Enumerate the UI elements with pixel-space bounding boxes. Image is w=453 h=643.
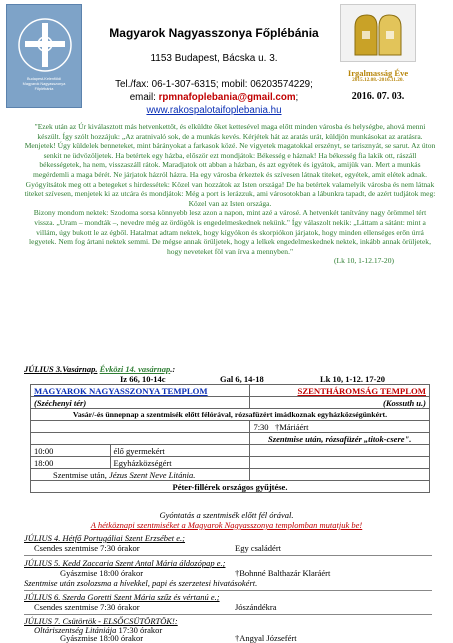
liturgical-season: Évközi 14. vasárnap <box>99 364 171 374</box>
weekday-mass-note: A hétköznapi szentmiséket a Magyarok Nagyasszonya templomban mutatjuk be! <box>90 520 363 530</box>
church1-subtitle: (Széchenyi tér) <box>31 397 250 409</box>
weekday-title: JÚLIUS 6. Szerda Goretti Szent Mária szűz és vértanú e.; <box>24 592 220 602</box>
table-cell <box>250 469 430 481</box>
reading-book: Iz <box>120 374 128 384</box>
rosary-exchange: Szentmise után, rózsafüzér „titok-csere". <box>250 433 430 445</box>
mass-time: 18:00 <box>31 457 111 469</box>
sunday-schedule-table <box>30 384 430 493</box>
litany-name: Jézus Szent Neve Litánia. <box>108 469 196 480</box>
parish-address: 1153 Budapest, Bácska u. 3. <box>150 53 278 64</box>
mass-intention: élő gyermekért <box>110 445 250 457</box>
issue-date: 2016. 07. 03. <box>351 91 405 102</box>
reading-book: Lk <box>320 374 331 384</box>
table-cell <box>31 385 250 397</box>
mass-intention: Jószándékra <box>235 602 277 612</box>
mass-time-text: Csendes szentmise 7:30 órakor <box>34 543 140 553</box>
mercy-year-logo <box>340 4 416 62</box>
parish-title: Magyarok Nagyasszonya Főplébánia <box>109 26 319 40</box>
divider <box>24 590 432 591</box>
table-row <box>31 481 430 493</box>
holy-door-icon <box>349 11 407 57</box>
weekday-title: JÚLIUS 5. Kedd Zaccaria Szent Antal Mária áldozópap e.; <box>24 558 226 568</box>
mass-time: 7:30 <box>253 421 269 432</box>
rosary-notice: Vasár/-és ünnepnap a szentmisék előtt félórával, rózsafüzért imádkoznak egyházközségünkért. <box>31 409 430 421</box>
table-row <box>31 445 430 457</box>
table-cell <box>250 445 430 457</box>
table-row <box>31 469 430 481</box>
table-cell <box>250 421 430 433</box>
weekday-title: JÚLIUS 7. Csütörtök - ELSŐCSÜTÖRTÖK!: <box>24 616 178 626</box>
reading-ref: 10, 1-12. 17-20 <box>332 374 385 384</box>
divider <box>24 614 432 615</box>
weekday-mass <box>34 543 140 553</box>
reading-1 <box>120 374 166 384</box>
reading-2 <box>220 374 264 384</box>
vespers-note: Szentmise után zsolozsma a hívekkel, papi és szerzetesi hivatásokért. <box>24 578 258 588</box>
parish-logo <box>6 4 82 108</box>
church2-title: SZENTHÁROMSÁG TEMPLOM <box>297 385 426 396</box>
season-end: .: <box>170 364 176 374</box>
sunday-date: JÚLIUS 3. <box>24 364 63 374</box>
sunday-day-name: Vasárnap. <box>62 364 98 374</box>
divider <box>24 555 432 556</box>
mercy-year-title: Irgalmasság Éve <box>347 68 409 78</box>
parish-website <box>92 105 336 116</box>
church2-subtitle: (Kossuth u.) <box>250 397 430 409</box>
reading-3 <box>320 374 385 384</box>
table-cell <box>250 457 430 469</box>
email-suffix: ; <box>295 92 299 103</box>
mass-intention: Egyházközségért <box>110 457 250 469</box>
reading-ref: 66, 10-14c <box>129 374 166 384</box>
table-cell <box>31 433 250 445</box>
litany-note <box>31 469 250 481</box>
collection-note: Péter-fillérek országos gyűjtése. <box>31 481 430 493</box>
table-row <box>31 457 430 469</box>
website-link[interactable]: www.rakospalotaifoplebania.hu <box>146 105 282 116</box>
gospel-reference: (Lk 10, 1-12.17-20) <box>334 256 394 266</box>
gospel-paragraph: Bizony mondom nektek: Szodoma sorsa könnyebb lesz azon a napon, mint azé a városé. A hetvenkét tanítvány nagy örömmel tért vissza. „Uram – mondták –, nevedre még az ördögök is engedelmeskednek nekünk." Így válaszolt nekik: „Láttam a sátánt: mint a villám, úgy bukott le az égből. Hatalmat adtam nektek, hogy kígyókon és skorpiókon járjatok, hogy minden ellenséges erőn úrrá legyetek. Nem fog ártani nektek semmi. De mégse annak örüljetek, hogy a lelkek engedelmeskednek nektek, inkább annak örüljetek, hogy neveteket föl van írva a mennyben." <box>29 208 431 256</box>
table-row <box>31 421 430 433</box>
email-address[interactable]: rpmnafoplebania@gmail.com <box>158 92 296 103</box>
parish-email <box>92 92 336 103</box>
gospel-paragraph: "Ezek után az Úr kiválasztott más hetvenkettőt, és elküldte őket kettesével maga előtt minden városba és helységbe, ahová menni készült. Így szólt hozzájuk: „Az aratnivaló sok, de a munkás kevés. Kérjétek hát az aratás urát, küldjön munkásokat az aratásra. Menjetek! Úgy küldelek benneteket, mint bárányokat a farkasok közé. Ne vigyetek magatokkal erszényt, se tarisznyát, se sarut. Az úton senkit ne üdvözöljetek. Ha betértek egy házba, először ezt mondjátok: Békesség e háznak! Ha békesség fia lakik ott, rászáll békességetek, ha nem, visszaszáll rátok. Maradjatok ott abban a házban, és azt egyétek és igyátok, amijük van. Mert a munkás megérdemli a maga bérét. Ne járjatok házról házra. Ha egy városba érkeztek és szívesen látnak titeket, egyétek, amit elétek adnak. Gyógyítsátok meg ott a betegeket s hirdessétek: Közel van hozzátok az Isten országa! De ha betértek valamelyik városba és nem látnak titeket szívesen, menjetek ki az utcára és mondjátok: Még a port is lerázzuk, ami városotokban a lábunkra tapadt, de azért tudjátok meg: Közel van az Isten országa. <box>24 122 436 208</box>
mercy-year-dates: 2015.12.08.-2016.11.20. <box>352 77 404 83</box>
table-row <box>31 409 430 421</box>
mass-time-text: Gyászmise 18:00 órakor <box>60 633 144 643</box>
table-row <box>31 433 430 445</box>
table-cell <box>31 421 250 433</box>
litany-time: 17:30 órakor <box>118 625 163 635</box>
gospel-reading <box>24 122 436 266</box>
email-label: email: <box>129 92 156 103</box>
mass-intention: †Angyal Józsefért <box>235 633 297 643</box>
mass-intention: †Máriáért <box>274 421 309 432</box>
litany-name: Oltáriszentség Litániája <box>34 625 117 635</box>
mass-time-text: Csendes szentmise 7:30 órakor <box>34 602 140 612</box>
cross-emblem-icon <box>17 17 73 73</box>
table-row <box>31 385 430 397</box>
church1-title: MAGYAROK NAGYASSZONYA TEMPLOM <box>34 385 208 396</box>
mass-intention: Egy családért <box>235 543 282 553</box>
weekday-title: JÚLIUS 4. Hétfő Portugáliai Szent Erzsébet e.; <box>24 533 186 543</box>
parish-phone: Tel./fax: 06-1-307-6315; mobil: 06203574229; <box>115 79 313 90</box>
mass-intention: †Bohnné Balthazár Klaráért <box>235 568 331 578</box>
litany-pre: Szentmise után, <box>53 469 109 480</box>
reading-book: Gal <box>220 374 234 384</box>
logo-text: Budapest-Kelenföldi Magyarok Nagyasszonya Főplébánia <box>22 77 66 91</box>
table-row <box>31 397 430 409</box>
table-cell <box>250 385 430 397</box>
confession-note: Gyóntatás a szentmisék előtt fél órával. <box>159 510 294 520</box>
mass-time-text: Gyászmise 18:00 órakor <box>60 568 144 578</box>
mass-time: 10:00 <box>31 445 111 457</box>
reading-ref: 6, 14-18 <box>235 374 264 384</box>
sunday-heading <box>24 364 175 374</box>
